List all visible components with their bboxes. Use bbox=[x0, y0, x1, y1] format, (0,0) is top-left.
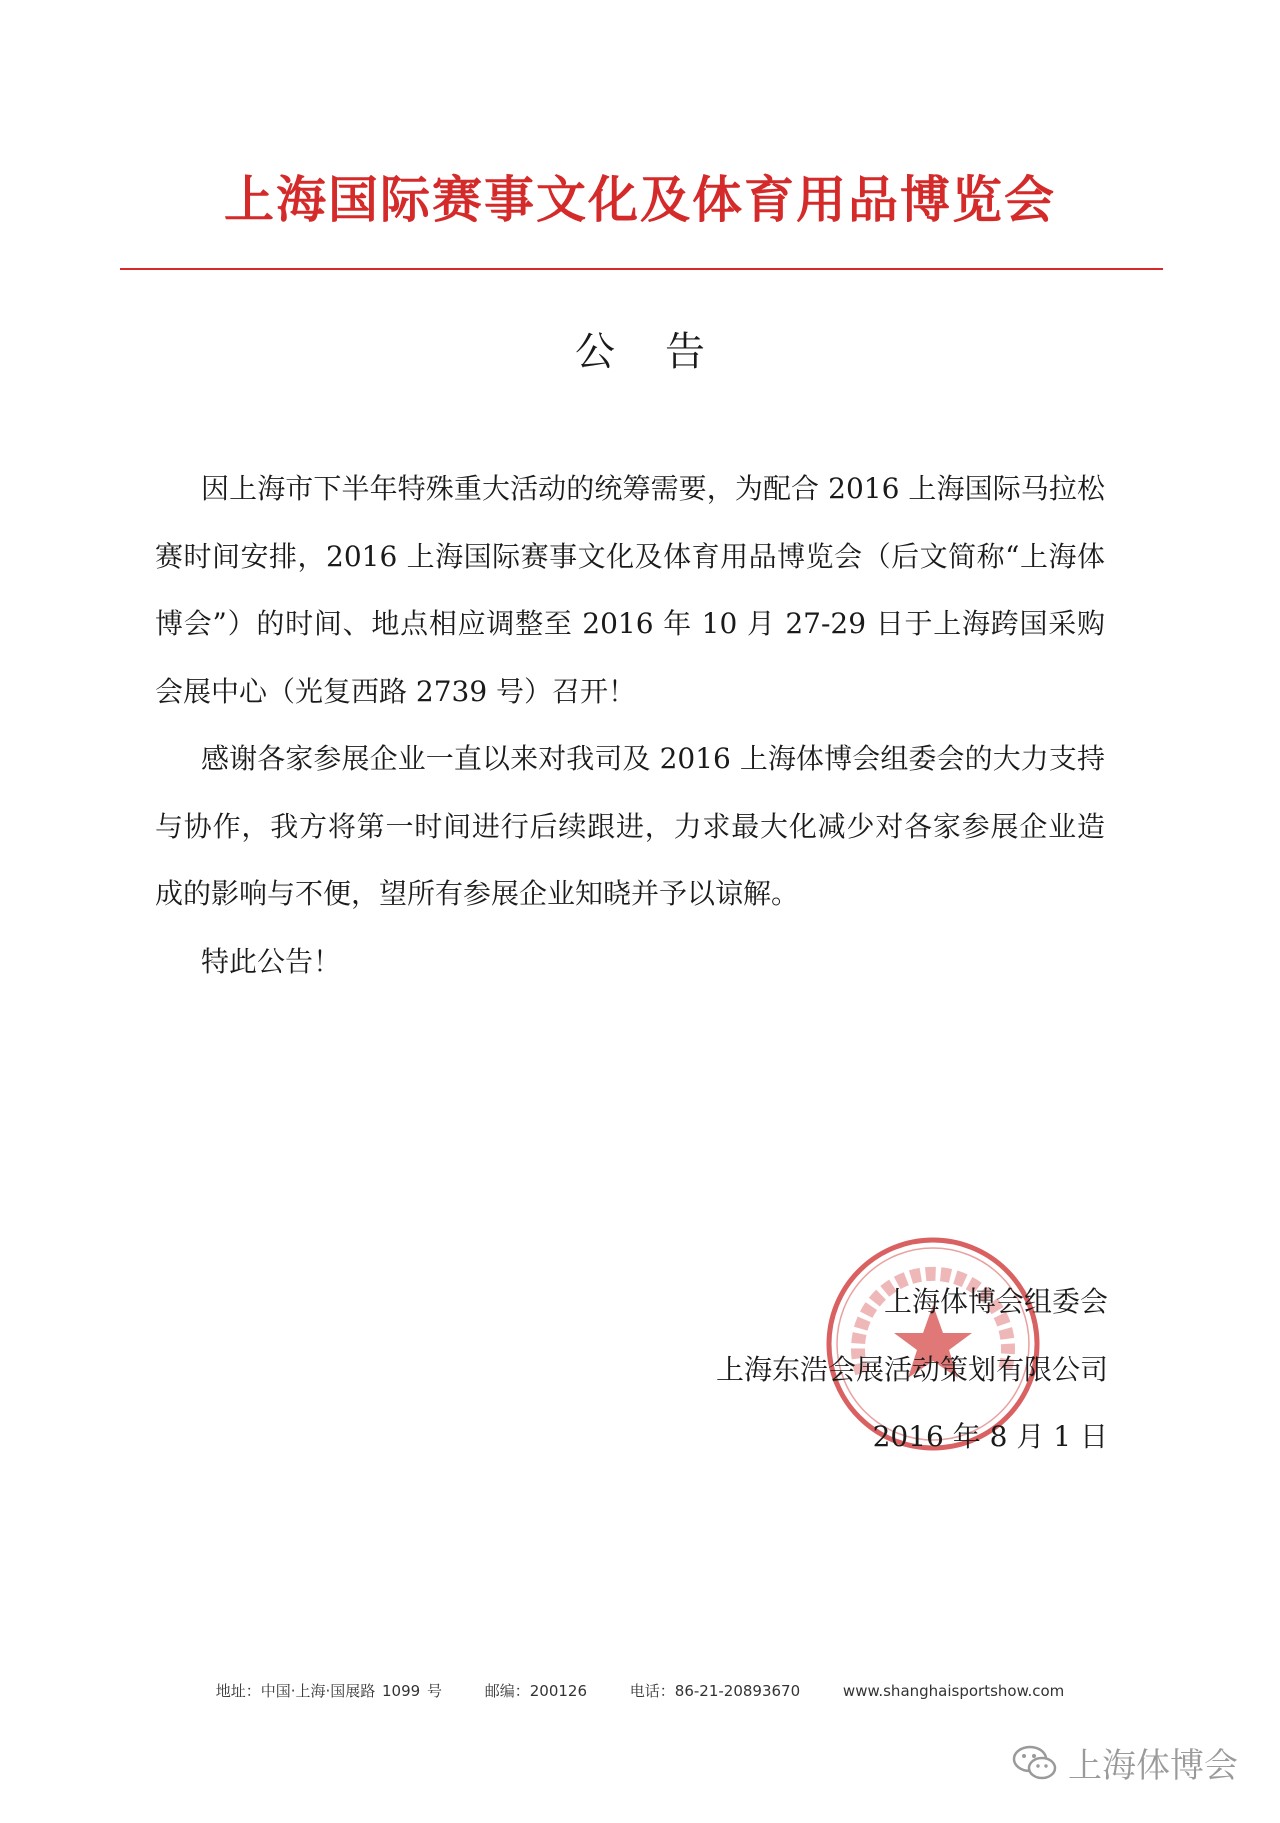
paragraph: 感谢各家参展企业一直以来对我司及 2016 上海体博会组委会的大力支持与协作，我方将第一时间进行后续跟进，力求最大化减少对各家参展企业造成的影响与不便，望所有参展企业知晓并予以谅解。 bbox=[155, 742, 1105, 910]
paragraph: 因上海市下半年特殊重大活动的统筹需要，为配合 2016 上海国际马拉松赛时间安排，2016 上海国际赛事文化及体育用品博览会（后文简称“上海体博会”）的时间、地点相应调整至 2016 年 10 月 27-29 日于上海跨国采购会展中心（光复西路 2739 号）召开！ bbox=[155, 472, 1105, 708]
watermark-text: 上海体博会 bbox=[1068, 1746, 1238, 1786]
footer-address: 地址：中国·上海·国展路 1099 号 bbox=[215, 1682, 442, 1700]
footer-postcode: 邮编：200126 bbox=[484, 1682, 587, 1700]
footer-phone: 电话：86-21-20893670 bbox=[629, 1682, 801, 1700]
signature-date: 2016 年 8 月 1 日 bbox=[872, 1420, 1108, 1453]
paragraph: 特此公告！ bbox=[201, 944, 342, 978]
watermark bbox=[1012, 1738, 1238, 1787]
footer-contact bbox=[0, 1680, 1280, 1701]
document-body bbox=[155, 455, 1105, 995]
header-divider bbox=[120, 268, 1163, 270]
wechat-icon bbox=[1012, 1744, 1058, 1782]
signature-org: 上海体博会组委会 bbox=[883, 1285, 1108, 1318]
footer-website: www.shanghaisportshow.com bbox=[842, 1682, 1065, 1700]
signature-company: 上海东浩会展活动策划有限公司 bbox=[715, 1352, 1108, 1386]
letterhead-title: 上海国际赛事文化及体育用品博览会 bbox=[224, 171, 1056, 229]
signature-block bbox=[716, 1268, 1108, 1471]
document-title: 公告 bbox=[575, 329, 755, 375]
